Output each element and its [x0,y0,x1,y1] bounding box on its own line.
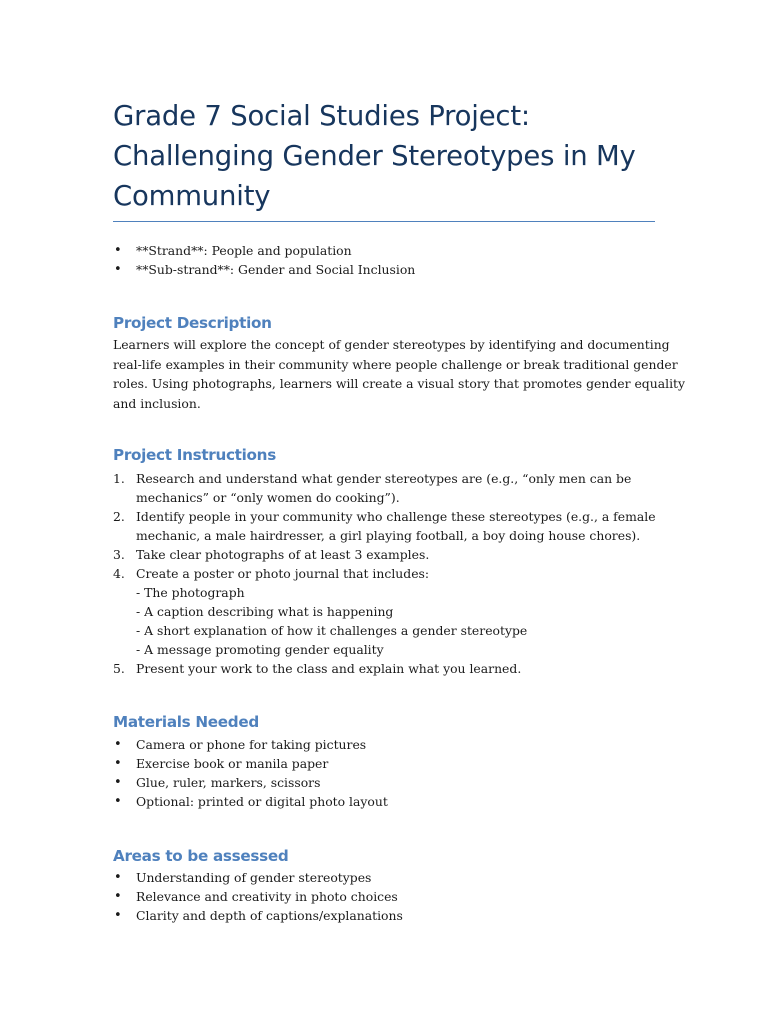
page-title [113,96,673,216]
strand-item: • **Strand**: People and population [113,241,415,260]
paragraph-line: and inclusion. [113,395,201,411]
paragraph-line: roles. Using photographs, learners will create a visual story that promotes gender equality [113,376,686,391]
instruction-subitem: - A message promoting gender equality [136,642,384,657]
instruction-item [113,659,656,678]
title-line: Grade 7 Social Studies Project: [113,100,531,132]
title-underline-rule [113,221,655,222]
paragraph-line: Learners will explore the concept of gender stereotypes by identifying and documenting [113,337,670,352]
instruction-subitem: - A caption describing what is happening [136,604,394,619]
instruction-item [113,469,656,507]
materials-list [113,735,388,811]
material-item: • Camera or phone for taking pictures [113,735,388,754]
item-number: 3. [113,547,125,562]
instructions-list [113,469,656,678]
title-line: Community [113,180,271,212]
item-number: 5. [113,661,125,676]
material-item: • Exercise book or manila paper [113,754,388,773]
material-item: • Glue, ruler, markers, scissors [113,773,388,792]
instruction-text: Identify people in your community who challenge these stereotypes (e.g., a female [136,509,656,524]
sub-strand-item: • **Sub-strand**: Gender and Social Inclusion [113,260,415,279]
paragraph-line: real-life examples in their community where people challenge or break traditional gender [113,356,678,372]
title-line: Challenging Gender Stereotypes in My [113,140,636,172]
item-number: 2. [113,509,125,524]
assessment-item: • Clarity and depth of captions/explanations [113,906,403,925]
instruction-text: Create a poster or photo journal that includes: [136,566,430,581]
materials-needed-heading: Materials Needed [113,713,259,731]
instruction-item [113,545,656,564]
material-item: • Optional: printed or digital photo layout [113,792,388,811]
instruction-text: mechanic, a male hairdresser, a girl playing football, a boy doing house chores). [136,528,641,543]
item-number: 1. [113,471,125,486]
instruction-subitem: - The photograph [136,585,245,600]
item-number: 4. [113,566,125,581]
instruction-text: mechanics” or “only women do cooking”). [136,490,400,505]
instruction-text: Take clear photographs of at least 3 examples. [136,547,430,562]
instruction-item [113,507,656,545]
project-description-paragraph [113,335,685,413]
strand-list [113,241,415,279]
assessment-item: • Understanding of gender stereotypes [113,868,403,887]
assessment-list [113,868,403,925]
project-description-heading: Project Description [113,314,272,332]
instruction-subitem: - A short explanation of how it challenges a gender stereotype [136,623,528,638]
instruction-item [113,564,656,659]
instruction-text: Research and understand what gender stereotypes are (e.g., “only men can be [136,471,632,486]
project-instructions-heading: Project Instructions [113,446,276,464]
assessment-item: • Relevance and creativity in photo choices [113,887,403,906]
areas-assessed-heading: Areas to be assessed [113,847,289,865]
instruction-text: Present your work to the class and explain what you learned. [136,661,522,676]
